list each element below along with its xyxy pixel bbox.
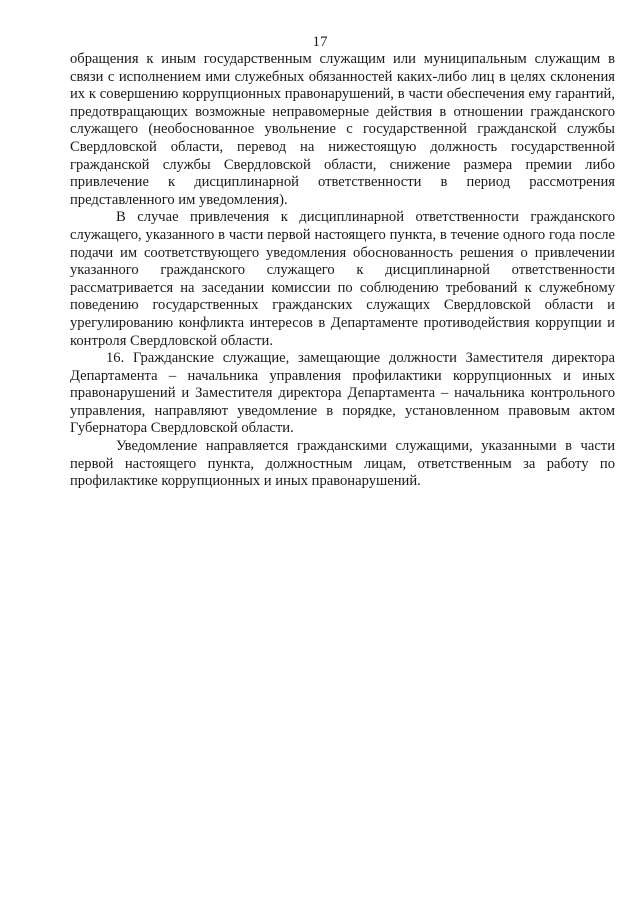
document-body <box>70 51 615 491</box>
page-number: 17 <box>312 34 328 50</box>
paragraph-continuation: обращения к иным государственным служащим или муниципальным служащим в связи с исполнением ими служебных обязанностей каких-либо лиц в целях склонения их к совершению коррупционных правонарушений, в части обеспечения ему гарантий, предотвращающих возможные неправомерные действия в отношении гражданского служащего (необоснованное увольнение с государственной гражданской службы Свердловской области, перевод на нижестоящую должность государственной гражданской службы Свердловской области, снижение размера премии либо привлечение к дисциплинарной ответственности в период рассмотрения представленного им уведомления). <box>70 51 615 208</box>
paragraph-disciplinary-liability: В случае привлечения к дисциплинарной ответственности гражданского служащего, указанного в части первой настоящего пункта, в течение одного года после подачи им соответствующего уведомления обоснованность решения о привлечении указанного гражданского служащего к дисциплинарной ответственности рассматривается на заседании комиссии по соблюдению требований к служебному поведению государственных гражданских служащих Свердловской области и урегулированию конфликта интересов в Департаменте противодействия коррупции и контроля Свердловской области. <box>70 209 615 349</box>
paragraph-item-16: 16. Гражданские служащие, замещающие должности Заместителя директора Департамента – начальника управления профилактики коррупционных и иных правонарушений и Заместителя директора Департамента – начальника контрольного управления, направляют уведомление в порядке, установленном правовым актом Губернатора Свердловской области. <box>70 350 615 437</box>
paragraph-notification-sent: Уведомление направляется гражданскими служащими, указанными в части первой настоящего пункта, должностным лицам, ответственным за работу по профилактике коррупционных и иных правонарушений. <box>70 438 615 490</box>
